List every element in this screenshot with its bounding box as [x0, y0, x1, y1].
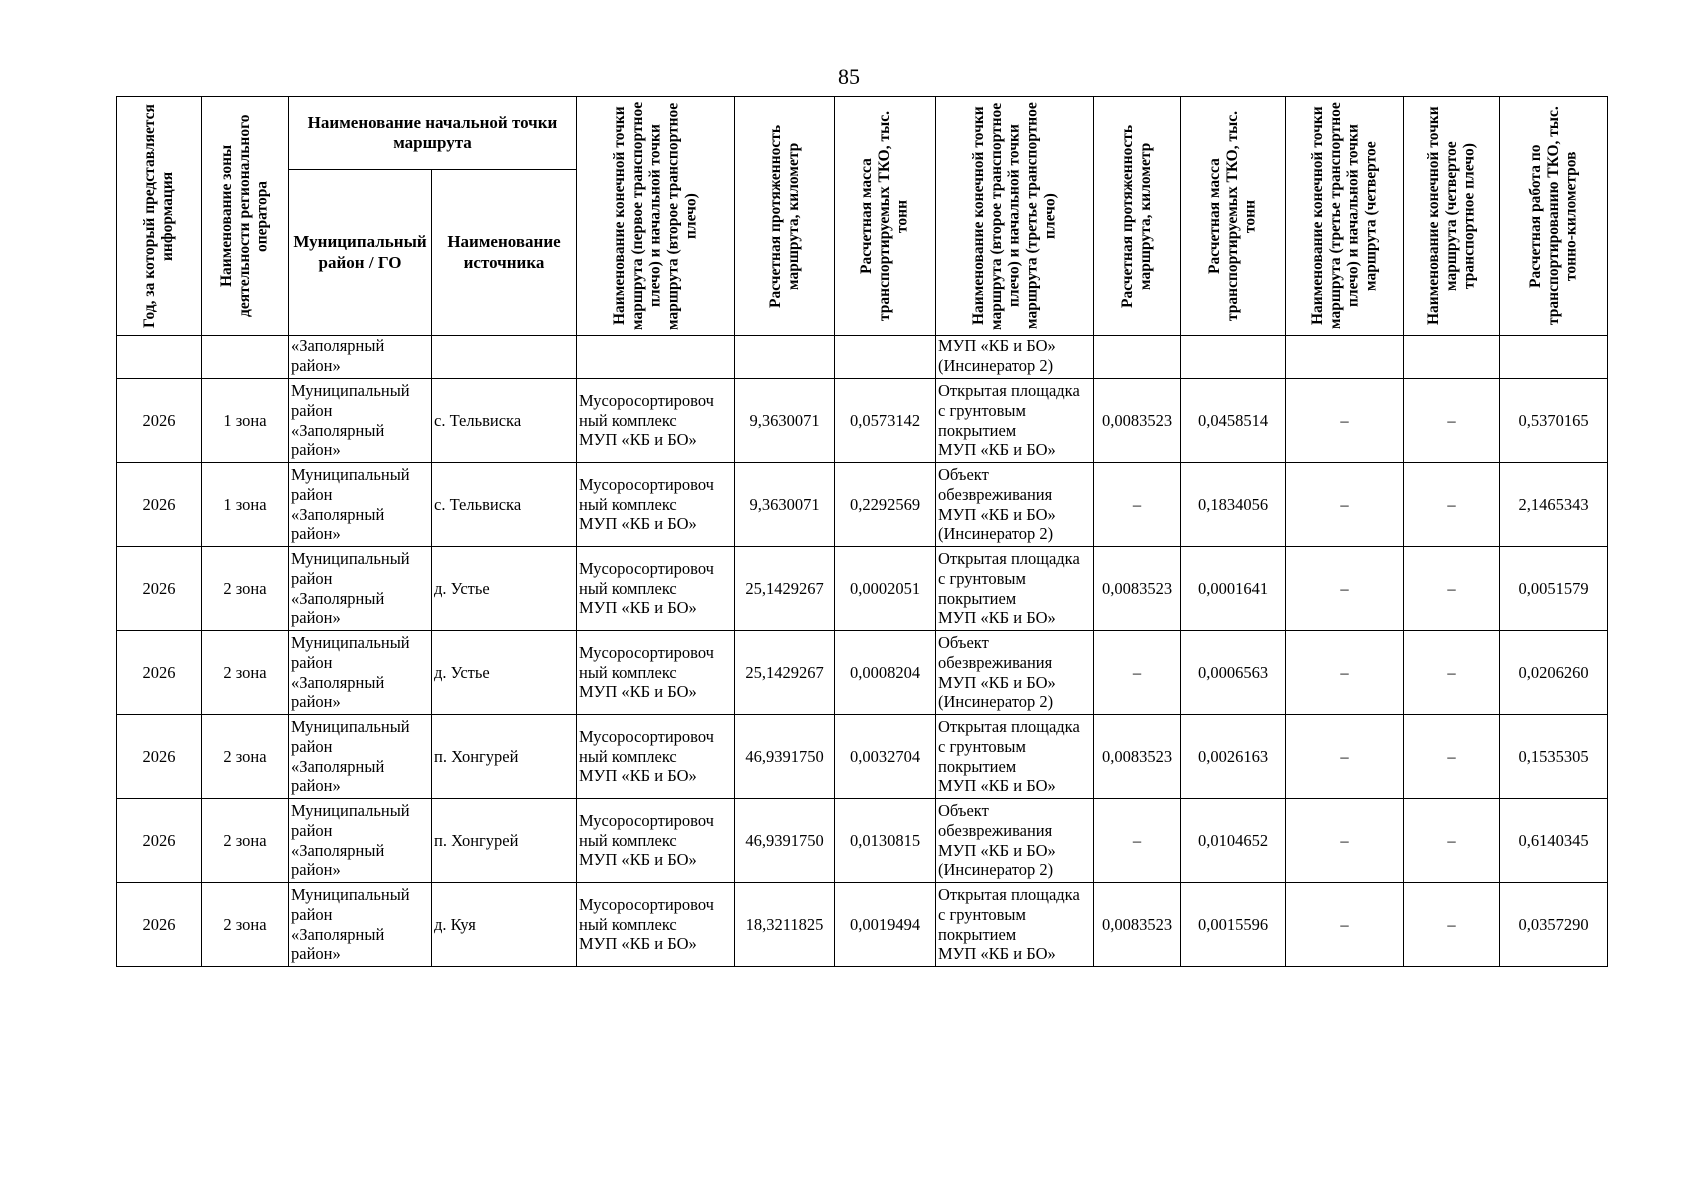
cell-transport-work [1500, 336, 1608, 379]
cell-year: 2026 [117, 883, 202, 967]
cell-source: с. Тельвиска [432, 379, 577, 463]
cell-municipal: Муниципальный район «Заполярный район» [289, 463, 432, 547]
cell-mass-1: 0,0032704 [835, 715, 936, 799]
cell-zone: 2 зона [202, 631, 289, 715]
cell-zone: 2 зона [202, 799, 289, 883]
header-end-point-1: Наименование конечной точки маршрута (первое транспортное плечо) и начальной точки маршрута (второе транспортное плечо) [577, 97, 735, 336]
cell-mass-2 [1181, 336, 1286, 379]
cell-end-point-4 [1404, 336, 1500, 379]
header-source-name: Наименование источника [432, 170, 577, 336]
cell-length-1: 18,3211825 [735, 883, 835, 967]
cell-end-point-3 [1286, 336, 1404, 379]
header-length-2: Расчетная протяженность маршрута, километр [1094, 97, 1181, 336]
cell-municipal: Муниципальный район «Заполярный район» [289, 799, 432, 883]
cell-length-1 [735, 336, 835, 379]
cell-length-1: 46,9391750 [735, 715, 835, 799]
cell-mass-1: 0,0002051 [835, 547, 936, 631]
cell-end-point-1: Мусоросортировоч ный комплекс МУП «КБ и БО» [577, 379, 735, 463]
cell-transport-work: 0,0357290 [1500, 883, 1608, 967]
cell-end-point-2: Открытая площадка с грунтовым покрытием МУП «КБ и БО» [936, 715, 1094, 799]
cell-end-point-1: Мусоросортировоч ный комплекс МУП «КБ и БО» [577, 463, 735, 547]
table-row [117, 379, 1608, 463]
cell-length-2: 0,0083523 [1094, 547, 1181, 631]
table-row [117, 799, 1608, 883]
cell-municipal: Муниципальный район «Заполярный район» [289, 715, 432, 799]
cell-end-point-3: – [1286, 547, 1404, 631]
cell-length-2: 0,0083523 [1094, 883, 1181, 967]
table-row-continued [117, 336, 1608, 379]
table-row [117, 631, 1608, 715]
cell-end-point-1: Мусоросортировоч ный комплекс МУП «КБ и БО» [577, 631, 735, 715]
cell-source: с. Тельвиска [432, 463, 577, 547]
table-row [117, 715, 1608, 799]
cell-transport-work: 0,1535305 [1500, 715, 1608, 799]
cell-municipal: Муниципальный район «Заполярный район» [289, 379, 432, 463]
cell-end-point-2: МУП «КБ и БО» (Инсинератор 2) [936, 336, 1094, 379]
cell-mass-1: 0,0019494 [835, 883, 936, 967]
header-end-point-2: Наименование конечной точки маршрута (второе транспортное плечо) и начальной точки маршрута (третье транспортное плечо) [936, 97, 1094, 336]
cell-source: п. Хонгурей [432, 715, 577, 799]
cell-length-2: – [1094, 463, 1181, 547]
cell-end-point-4: – [1404, 379, 1500, 463]
cell-mass-2: 0,0458514 [1181, 379, 1286, 463]
header-mass-2: Расчетная масса транспортируемых ТКО, тыс. тонн [1181, 97, 1286, 336]
cell-year: 2026 [117, 547, 202, 631]
cell-end-point-2: Объект обезвреживания МУП «КБ и БО» (Инсинератор 2) [936, 463, 1094, 547]
cell-mass-2: 0,0006563 [1181, 631, 1286, 715]
cell-length-2: – [1094, 631, 1181, 715]
cell-end-point-2: Объект обезвреживания МУП «КБ и БО» (Инсинератор 2) [936, 631, 1094, 715]
cell-municipal: Муниципальный район «Заполярный район» [289, 631, 432, 715]
cell-municipal: Муниципальный район «Заполярный район» [289, 547, 432, 631]
cell-mass-2: 0,1834056 [1181, 463, 1286, 547]
cell-end-point-2: Объект обезвреживания МУП «КБ и БО» (Инсинератор 2) [936, 799, 1094, 883]
table-row [117, 547, 1608, 631]
header-transport-work: Расчетная работа по транспортированию ТКО, тыс. тонно-километров [1500, 97, 1608, 336]
cell-end-point-4: – [1404, 547, 1500, 631]
cell-transport-work: 0,6140345 [1500, 799, 1608, 883]
cell-end-point-2: Открытая площадка с грунтовым покрытием МУП «КБ и БО» [936, 547, 1094, 631]
cell-mass-1: 0,0008204 [835, 631, 936, 715]
header-mass-1: Расчетная масса транспортируемых ТКО, тыс. тонн [835, 97, 936, 336]
cell-year: 2026 [117, 463, 202, 547]
cell-end-point-3: – [1286, 463, 1404, 547]
cell-end-point-1 [577, 336, 735, 379]
cell-transport-work: 0,0051579 [1500, 547, 1608, 631]
cell-length-1: 9,3630071 [735, 379, 835, 463]
cell-zone: 1 зона [202, 463, 289, 547]
cell-municipal: Муниципальный район «Заполярный район» [289, 883, 432, 967]
cell-end-point-3: – [1286, 799, 1404, 883]
cell-end-point-4: – [1404, 463, 1500, 547]
cell-mass-1: 0,2292569 [835, 463, 936, 547]
cell-end-point-4: – [1404, 715, 1500, 799]
cell-mass-1 [835, 336, 936, 379]
cell-end-point-4: – [1404, 799, 1500, 883]
cell-length-2: 0,0083523 [1094, 379, 1181, 463]
cell-source: д. Куя [432, 883, 577, 967]
cell-end-point-1: Мусоросортировоч ный комплекс МУП «КБ и БО» [577, 715, 735, 799]
header-end-point-4: Наименование конечной точки маршрута (четвертое транспортное плечо) [1404, 97, 1500, 336]
header-municipal-district: Муниципальный район / ГО [289, 170, 432, 336]
cell-end-point-3: – [1286, 883, 1404, 967]
page-number: 85 [838, 64, 860, 89]
routes-table [116, 96, 1608, 967]
cell-end-point-4: – [1404, 883, 1500, 967]
header-end-point-3: Наименование конечной точки маршрута (третье транспортное плечо) и начальной точки маршрута (четвертое [1286, 97, 1404, 336]
cell-municipal: «Заполярный район» [289, 336, 432, 379]
cell-mass-1: 0,0130815 [835, 799, 936, 883]
header-start-point: Наименование начальной точки маршрута [289, 97, 577, 170]
cell-source: д. Устье [432, 547, 577, 631]
cell-zone [202, 336, 289, 379]
cell-transport-work: 0,5370165 [1500, 379, 1608, 463]
table-row [117, 883, 1608, 967]
cell-length-1: 25,1429267 [735, 631, 835, 715]
cell-end-point-1: Мусоросортировоч ный комплекс МУП «КБ и БО» [577, 799, 735, 883]
cell-year: 2026 [117, 379, 202, 463]
header-length-1: Расчетная протяженность маршрута, километр [735, 97, 835, 336]
table-header [117, 97, 1608, 336]
cell-end-point-3: – [1286, 379, 1404, 463]
table-row [117, 463, 1608, 547]
cell-end-point-1: Мусоросортировоч ный комплекс МУП «КБ и БО» [577, 883, 735, 967]
cell-mass-2: 0,0015596 [1181, 883, 1286, 967]
cell-year: 2026 [117, 799, 202, 883]
header-year: Год, за который представляется информация [117, 97, 202, 336]
cell-length-2: – [1094, 799, 1181, 883]
cell-source: д. Устье [432, 631, 577, 715]
cell-length-1: 9,3630071 [735, 463, 835, 547]
cell-year [117, 336, 202, 379]
cell-transport-work: 0,0206260 [1500, 631, 1608, 715]
cell-mass-2: 0,0001641 [1181, 547, 1286, 631]
cell-zone: 2 зона [202, 547, 289, 631]
cell-length-2: 0,0083523 [1094, 715, 1181, 799]
cell-zone: 1 зона [202, 379, 289, 463]
cell-length-2 [1094, 336, 1181, 379]
cell-zone: 2 зона [202, 883, 289, 967]
cell-transport-work: 2,1465343 [1500, 463, 1608, 547]
cell-year: 2026 [117, 715, 202, 799]
cell-length-1: 46,9391750 [735, 799, 835, 883]
cell-end-point-2: Открытая площадка с грунтовым покрытием МУП «КБ и БО» [936, 883, 1094, 967]
cell-mass-2: 0,0026163 [1181, 715, 1286, 799]
cell-mass-2: 0,0104652 [1181, 799, 1286, 883]
cell-end-point-1: Мусоросортировоч ный комплекс МУП «КБ и БО» [577, 547, 735, 631]
cell-length-1: 25,1429267 [735, 547, 835, 631]
header-zone: Наименование зоны деятельности регионального оператора [202, 97, 289, 336]
cell-source: п. Хонгурей [432, 799, 577, 883]
cell-mass-1: 0,0573142 [835, 379, 936, 463]
cell-year: 2026 [117, 631, 202, 715]
cell-end-point-3: – [1286, 715, 1404, 799]
table-body [117, 336, 1608, 967]
cell-end-point-4: – [1404, 631, 1500, 715]
cell-end-point-2: Открытая площадка с грунтовым покрытием МУП «КБ и БО» [936, 379, 1094, 463]
cell-zone: 2 зона [202, 715, 289, 799]
cell-source [432, 336, 577, 379]
cell-end-point-3: – [1286, 631, 1404, 715]
